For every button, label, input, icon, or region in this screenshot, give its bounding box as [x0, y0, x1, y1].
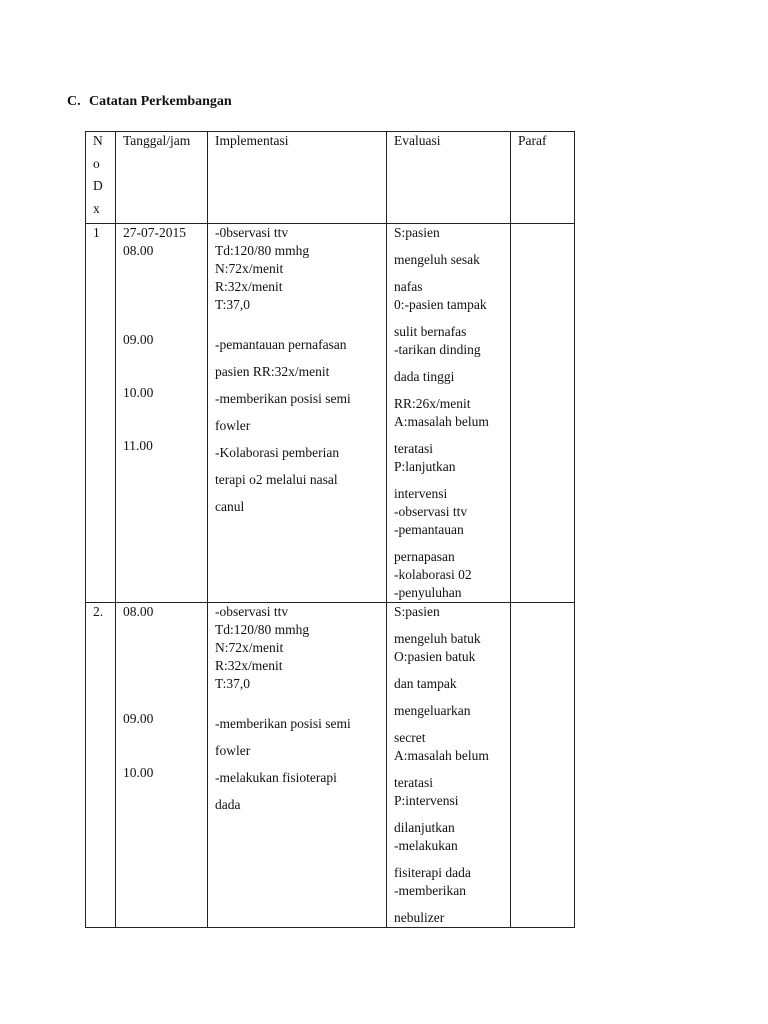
- time-entry: 11.00: [123, 438, 153, 453]
- eval-line: dada tinggi: [394, 369, 455, 384]
- eval-line: RR:26x/menit: [394, 396, 471, 411]
- impl-line: canul: [215, 499, 245, 514]
- row-evaluasi-cell: [387, 603, 511, 928]
- impl-line: T:37,0: [215, 676, 250, 691]
- impl-line: -Kolaborasi pemberian: [215, 445, 340, 460]
- impl-line: fowler: [215, 418, 251, 433]
- impl-line: Td:120/80 mmhg: [215, 243, 310, 258]
- section-title: Catatan Perkembangan: [89, 94, 232, 109]
- impl-line: -observasi ttv: [215, 604, 289, 619]
- impl-line: terapi o2 melalui nasal: [215, 472, 338, 487]
- eval-line: mengeluh sesak: [394, 252, 480, 267]
- time-entry: 10.00: [123, 765, 154, 780]
- time-entry: 08.00: [123, 604, 154, 619]
- header-no-dx: [86, 132, 116, 224]
- eval-line: A:masalah belum: [394, 414, 489, 429]
- section-letter: C.: [67, 94, 81, 109]
- eval-line: teratasi: [394, 441, 433, 456]
- section-heading: [67, 94, 232, 110]
- eval-line: dilanjutkan: [394, 820, 455, 835]
- time-entry: 09.00: [123, 332, 154, 347]
- eval-line: -pemantauan: [394, 522, 464, 537]
- eval-line: S:pasien: [394, 225, 440, 240]
- eval-line: -penyuluhan: [394, 585, 462, 600]
- eval-line: nebulizer: [394, 910, 445, 925]
- time-entry: 08.00: [123, 243, 154, 258]
- eval-line: nafas: [394, 279, 423, 294]
- eval-line: teratasi: [394, 775, 433, 790]
- eval-line: 0:-pasien tampak: [394, 297, 487, 312]
- table-row: [86, 603, 575, 928]
- header-tanggal: Tanggal/jam: [116, 132, 208, 224]
- header-no-dx-char: o: [93, 155, 100, 171]
- impl-line: -0bservasi ttv: [215, 225, 289, 240]
- row-date: 27-07-2015: [123, 225, 186, 240]
- row-paraf-cell: [511, 603, 575, 928]
- row-implementasi-cell: [208, 603, 387, 928]
- eval-line: dan tampak: [394, 676, 457, 691]
- impl-line: N:72x/menit: [215, 640, 284, 655]
- time-entry: 09.00: [123, 711, 154, 726]
- eval-line: S:pasien: [394, 604, 440, 619]
- impl-line: -memberikan posisi semi: [215, 391, 351, 406]
- header-no-dx-char: N: [93, 133, 103, 148]
- row-no: 1: [93, 225, 100, 240]
- eval-line: mengeluh batuk: [394, 631, 481, 646]
- row-no-cell: [86, 603, 116, 928]
- eval-line: P:lanjutkan: [394, 459, 456, 474]
- header-no-dx-char: x: [93, 200, 100, 216]
- eval-line: -observasi ttv: [394, 504, 468, 519]
- header-implementasi: Implementasi: [208, 132, 387, 224]
- eval-line: fisiterapi dada: [394, 865, 471, 880]
- impl-line: Td:120/80 mmhg: [215, 622, 310, 637]
- impl-line: -melakukan fisioterapi: [215, 770, 337, 785]
- impl-line: R:32x/menit: [215, 658, 283, 673]
- row-time-cell: [116, 224, 208, 603]
- eval-line: O:pasien batuk: [394, 649, 476, 664]
- time-entry: 10.00: [123, 385, 154, 400]
- row-no: 2.: [93, 604, 104, 619]
- eval-line: -tarikan dinding: [394, 342, 481, 357]
- impl-line: T:37,0: [215, 297, 250, 312]
- progress-notes-table: [85, 131, 575, 928]
- eval-line: -melakukan: [394, 838, 458, 853]
- table-row: [86, 224, 575, 603]
- eval-line: secret: [394, 730, 426, 745]
- impl-line: N:72x/menit: [215, 261, 284, 276]
- row-implementasi-cell: [208, 224, 387, 603]
- row-no-cell: [86, 224, 116, 603]
- header-evaluasi: Evaluasi: [387, 132, 511, 224]
- header-no-dx-char: D: [93, 178, 103, 193]
- eval-line: -memberikan: [394, 883, 466, 898]
- row-evaluasi-cell: [387, 224, 511, 603]
- eval-line: sulit bernafas: [394, 324, 467, 339]
- impl-line: pasien RR:32x/menit: [215, 364, 330, 379]
- eval-line: -kolaborasi 02: [394, 567, 472, 582]
- eval-line: mengeluarkan: [394, 703, 471, 718]
- impl-line: -memberikan posisi semi: [215, 716, 351, 731]
- eval-line: intervensi: [394, 486, 448, 501]
- eval-line: P:intervensi: [394, 793, 459, 808]
- eval-line: pernapasan: [394, 549, 455, 564]
- impl-line: dada: [215, 797, 241, 812]
- table-header-row: [86, 132, 575, 224]
- row-paraf-cell: [511, 224, 575, 603]
- header-paraf: Paraf: [511, 132, 575, 224]
- impl-line: -pemantauan pernafasan: [215, 337, 347, 352]
- impl-line: R:32x/menit: [215, 279, 283, 294]
- row-time-cell: [116, 603, 208, 928]
- eval-line: A:masalah belum: [394, 748, 489, 763]
- impl-line: fowler: [215, 743, 251, 758]
